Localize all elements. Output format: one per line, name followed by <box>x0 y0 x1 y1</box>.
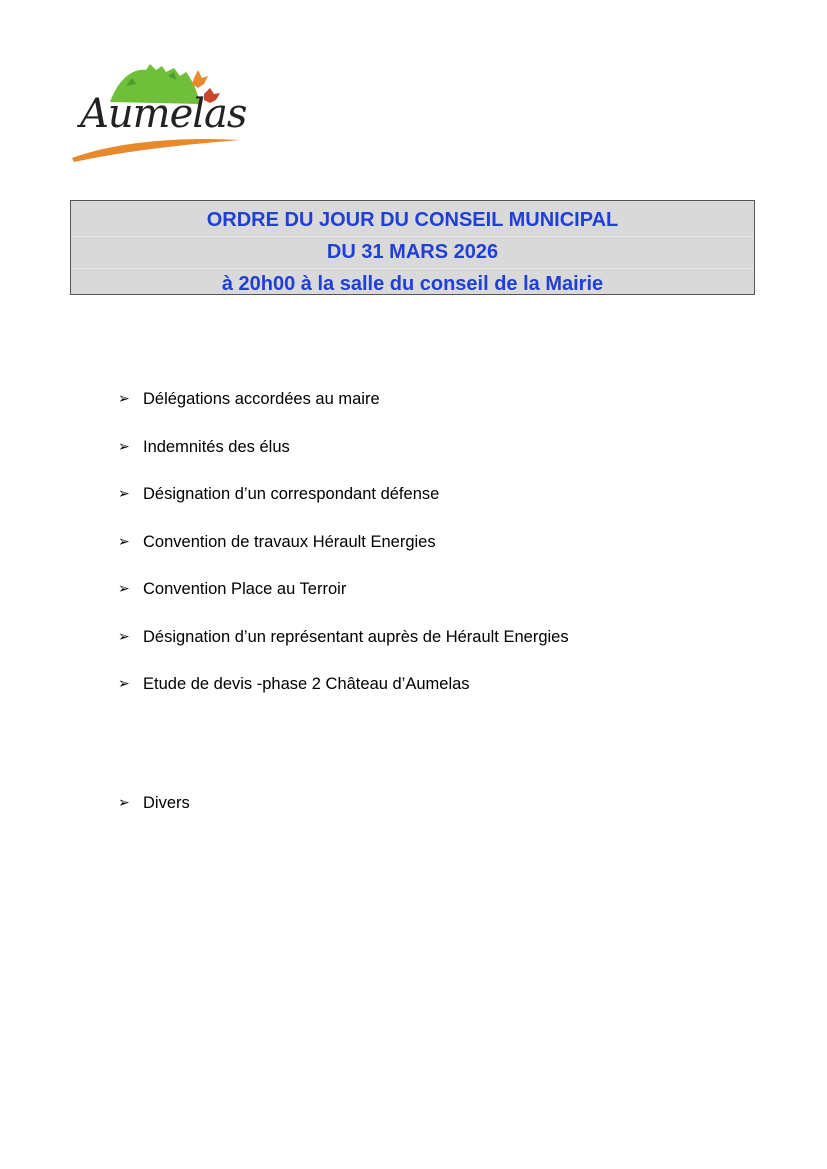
arrow-bullet-icon: ➢ <box>118 676 130 692</box>
agenda-title-box <box>70 200 755 295</box>
arrow-bullet-icon: ➢ <box>118 486 130 502</box>
aumelas-logo <box>70 60 245 165</box>
arrow-bullet-icon: ➢ <box>118 533 130 550</box>
title-line-2: DU 31 MARS 2026 <box>71 236 754 269</box>
agenda-item-label: Divers <box>143 793 190 812</box>
agenda-item-label: Indemnités des élus <box>143 437 290 456</box>
arrow-bullet-icon: ➢ <box>118 438 130 455</box>
title-line-3: à 20h00 à la salle du conseil de la Mairie <box>221 273 604 295</box>
title-line-1: ORDRE DU JOUR DU CONSEIL MUNICIPAL <box>206 209 619 231</box>
arrow-bullet-icon: ➢ <box>118 628 130 645</box>
agenda-item-label: Etude de devis -phase 2 Château d’Aumelas <box>143 675 470 693</box>
agenda-item-label: Désignation d’un correspondant défense <box>143 485 440 503</box>
arrow-bullet-icon: ➢ <box>118 794 130 811</box>
agenda-item-label: Délégations accordées au maire <box>143 390 380 408</box>
logo-wordmark: Aumelas <box>80 91 247 137</box>
arrow-bullet-icon: ➢ <box>118 391 130 407</box>
agenda-item-label: Convention de travaux Hérault Energies <box>143 532 436 551</box>
agenda-item-label: Convention Place au Terroir <box>143 580 347 598</box>
arrow-bullet-icon: ➢ <box>118 581 130 597</box>
agenda-item-label: Désignation d’un représentant auprès de Hérault Energies <box>143 627 569 646</box>
